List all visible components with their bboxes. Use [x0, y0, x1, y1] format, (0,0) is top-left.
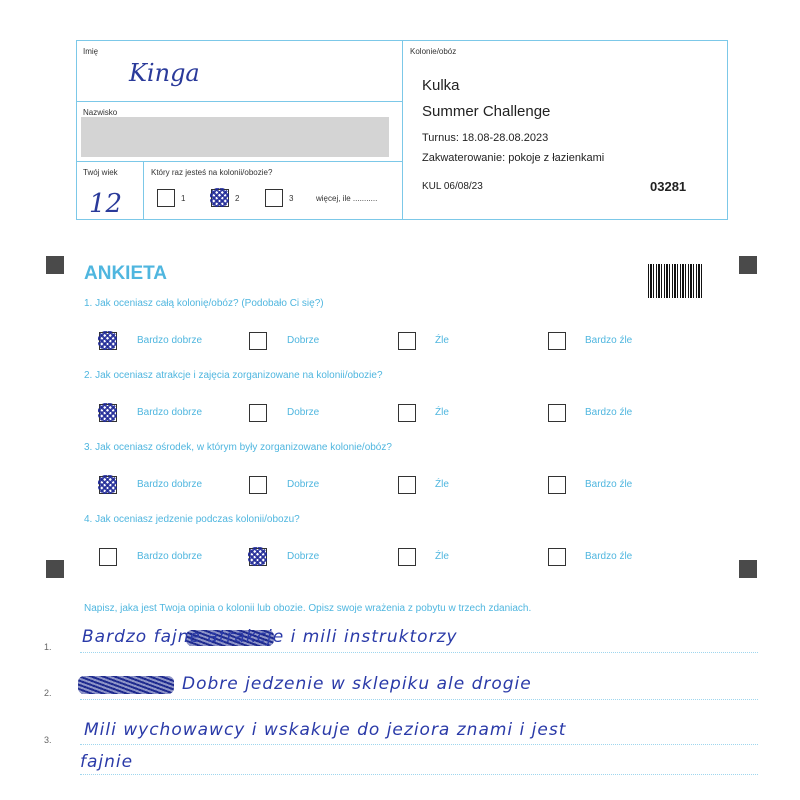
age-value: 12 — [89, 189, 123, 219]
q3-option-label: Źle — [435, 479, 449, 490]
times-label: Który raz jesteś na kolonii/obozie? — [151, 168, 273, 177]
accommodation: Zakwaterowanie: pokoje z łazienkami — [422, 152, 605, 164]
camp-name: Kulka — [422, 77, 460, 94]
times-option-3: 3 — [289, 194, 294, 203]
q2-checkbox-1[interactable] — [99, 404, 117, 422]
divider — [77, 161, 402, 162]
form-number: 03281 — [650, 179, 687, 194]
q4-checkbox-2[interactable] — [249, 548, 267, 566]
registration-mark — [739, 560, 757, 578]
question-3: 3. Jak oceniasz ośrodek, w którym były zorganizowane kolonie/obóz? — [84, 442, 392, 453]
camp-code: KUL 06/08/23 — [422, 181, 483, 192]
redacted-surname — [81, 117, 389, 157]
q1-checkbox-1[interactable] — [99, 332, 117, 350]
q4-checkbox-1[interactable] — [99, 548, 117, 566]
q2-option-label: Bardzo źle — [585, 407, 633, 418]
surname-label: Nazwisko — [83, 108, 118, 117]
q2-checkbox-4[interactable] — [548, 404, 566, 422]
q1-option-label: Bardzo dobrze — [137, 335, 203, 346]
name-value: Kinga — [129, 59, 200, 87]
divider — [402, 41, 403, 219]
q1-option-label: Bardzo źle — [585, 335, 633, 346]
q3-option-label: Dobrze — [287, 479, 320, 490]
answer-line-1: Bardzo fajne atrakcje i mili instruktorzy — [82, 627, 458, 647]
q2-checkbox-3[interactable] — [398, 404, 416, 422]
crossed-out-word — [78, 676, 174, 694]
barcode — [648, 264, 702, 298]
line-number: 3. — [44, 735, 52, 745]
q4-option-label: Źle — [435, 551, 449, 562]
q3-option-label: Bardzo dobrze — [137, 479, 203, 490]
name-label: Imię — [83, 47, 99, 56]
line-number: 1. — [44, 642, 52, 652]
divider — [143, 161, 144, 219]
q3-option-label: Bardzo źle — [585, 479, 633, 490]
q4-option-label: Bardzo dobrze — [137, 551, 203, 562]
times-option-2: 2 — [235, 194, 240, 203]
q2-checkbox-2[interactable] — [249, 404, 267, 422]
question-1: 1. Jak oceniasz całą kolonię/obóz? (Podobało Ci się?) — [84, 298, 324, 309]
q4-option-label: Dobrze — [287, 551, 320, 562]
answer-line-3-continued: fajnie — [80, 752, 134, 772]
q1-checkbox-3[interactable] — [398, 332, 416, 350]
times-checkbox-1[interactable] — [157, 189, 175, 207]
line-number: 2. — [44, 688, 52, 698]
camp-program: Summer Challenge — [422, 103, 551, 120]
q1-option-label: Dobrze — [287, 335, 320, 346]
q3-checkbox-3[interactable] — [398, 476, 416, 494]
q3-checkbox-1[interactable] — [99, 476, 117, 494]
header-form — [76, 40, 728, 220]
turnus: Turnus: 18.08-28.08.2023 — [422, 132, 549, 144]
times-checkbox-3[interactable] — [265, 189, 283, 207]
q3-checkbox-2[interactable] — [249, 476, 267, 494]
camp-label: Kolonie/obóz — [410, 47, 457, 56]
q4-option-label: Bardzo źle — [585, 551, 633, 562]
writing-line — [80, 744, 758, 745]
opinion-prompt: Napisz, jaka jest Twoja opinia o kolonii lub obozie. Opisz swoje wrażenia z pobytu w trzech zdaniach. — [84, 603, 532, 614]
q2-option-label: Bardzo dobrze — [137, 407, 203, 418]
registration-mark — [46, 560, 64, 578]
q3-checkbox-4[interactable] — [548, 476, 566, 494]
question-4: 4. Jak oceniasz jedzenie podczas kolonii/obozu? — [84, 514, 300, 525]
writing-line — [80, 699, 758, 700]
q1-checkbox-4[interactable] — [548, 332, 566, 350]
q2-option-label: Źle — [435, 407, 449, 418]
survey-title: ANKIETA — [84, 263, 168, 284]
registration-mark — [739, 256, 757, 274]
answer-line-3: Mili wychowawcy i wskakuje do jeziora znami i jest — [84, 720, 567, 740]
writing-line — [80, 774, 758, 775]
q1-option-label: Źle — [435, 335, 449, 346]
question-2: 2. Jak oceniasz atrakcje i zajęcia zorganizowane na kolonii/obozie? — [84, 370, 383, 381]
q1-checkbox-2[interactable] — [249, 332, 267, 350]
times-option-more: więcej, ile ........... — [316, 194, 378, 203]
q4-checkbox-3[interactable] — [398, 548, 416, 566]
divider — [77, 101, 402, 102]
times-option-1: 1 — [181, 194, 186, 203]
writing-line — [80, 652, 758, 653]
age-label: Twój wiek — [83, 168, 118, 177]
times-checkbox-2[interactable] — [211, 189, 229, 207]
q2-option-label: Dobrze — [287, 407, 320, 418]
registration-mark — [46, 256, 64, 274]
q4-checkbox-4[interactable] — [548, 548, 566, 566]
answer-line-2: Dobre jedzenie w sklepiku ale drogie — [182, 674, 532, 694]
